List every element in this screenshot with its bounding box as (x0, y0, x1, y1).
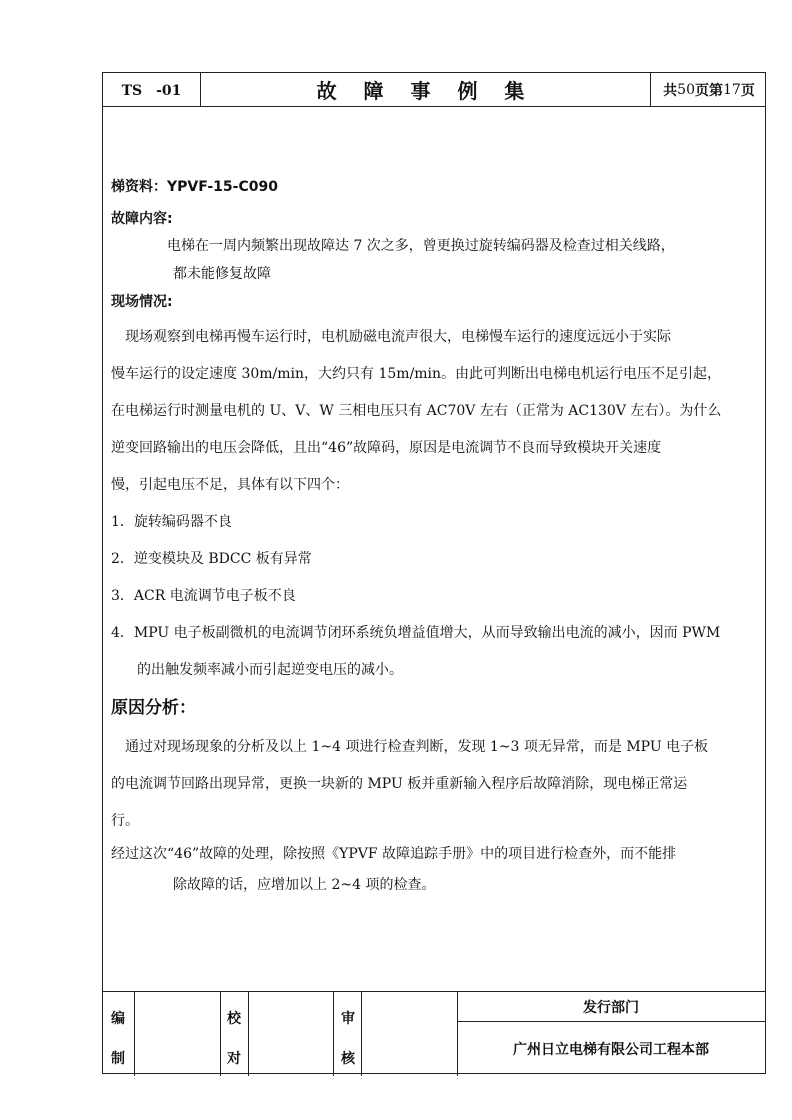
reviewer-label-1: 审 (341, 1011, 355, 1027)
page-current: 17 (723, 81, 741, 98)
fault-text-1: 电梯在一周内频繁出现故障达 7 次之多，曾更换过旋转编码器及检查过相关线路， (167, 238, 675, 254)
divider (134, 992, 135, 1076)
model-line: 梯资料：YPVF-15-C090 (111, 179, 278, 195)
issuing-dept-label: 发行部门 (583, 999, 639, 1016)
summary-line: 除故障的话，应增加以上 2~4 项的检查。 (173, 877, 436, 893)
list-item-continuation: 的出触发频率减小而引起逆变电压的减小。 (137, 662, 403, 678)
site-paragraph-line: 慢，引起电压不足，具体有以下四个： (111, 477, 349, 493)
divider (333, 992, 334, 1076)
summary-line: 经过这次“46”故障的处理，除按照《YPVF 故障追踪手册》中的项目进行检查外，而不能排 (111, 846, 677, 862)
doc-title: 故 障 事 例 集 (201, 73, 651, 106)
divider (361, 992, 362, 1076)
site-paragraph-line: 慢车运行的设定速度 30m/min，大约只有 15m/min。由此可判断出电梯电机运行电压不足引起， (111, 366, 722, 382)
list-item: 4．MPU 电子板副微机的电流调节闭环系统负增益值增大，从而导致输出电流的减小，因而 PWM (111, 625, 721, 641)
editor-label-2: 制 (111, 1051, 125, 1067)
page-prefix: 共 (663, 82, 678, 99)
list-item: 2．逆变模块及 BDCC 板有异常 (111, 551, 312, 567)
page-total: 50 (677, 81, 695, 98)
divider (220, 992, 221, 1076)
fault-text-2: 都未能修复故障 (173, 266, 271, 282)
page-mid: 页第 (695, 82, 723, 99)
proofreader-label-2: 对 (227, 1051, 241, 1067)
list-item: 1．旋转编码器不良 (111, 514, 232, 530)
divider (248, 992, 249, 1076)
list-item: 3．ACR 电流调节电子板不良 (111, 588, 296, 604)
company-name: 广州日立电梯有限公司工程本部 (513, 1042, 709, 1058)
cause-label: 原因分析： (111, 698, 196, 718)
cause-paragraph-line: 通过对现场现象的分析及以上 1~4 项进行检查判断，发现 1~3 项无异常，而是 MPU 电子板 (125, 739, 709, 755)
site-paragraph-line: 现场观察到电梯再慢车运行时，电机励磁电流声很大，电梯慢车运行的速度远远小于实际 (125, 329, 671, 345)
proofreader-label-1: 校 (227, 1011, 241, 1027)
reviewer-label-2: 核 (341, 1051, 355, 1067)
header-row (103, 73, 765, 107)
signature-footer (103, 991, 765, 1076)
site-paragraph-line: 逆变回路输出的电压会降低，且出“46”故障码，原因是电流调节不良而导致模块开关速度 (111, 440, 662, 456)
document-frame (102, 72, 766, 1074)
cause-paragraph-line: 行。 (111, 813, 139, 829)
cause-paragraph-line: 的电流调节回路出现异常，更换一块新的 MPU 板并重新输入程序后故障消除，现电梯正常运 (111, 776, 688, 792)
site-label: 现场情况: (111, 294, 173, 310)
page-suffix: 页 (740, 82, 755, 99)
fault-label: 故障内容: (111, 211, 173, 227)
site-paragraph-line: 在电梯运行时测量电机的 U、V、W 三相电压只有 AC70V 左右（正常为 AC130V 左右）。为什么 (111, 403, 722, 419)
doc-code: TS -01 (103, 73, 201, 106)
editor-label-1: 编 (111, 1011, 125, 1027)
page-indicator (651, 73, 767, 106)
